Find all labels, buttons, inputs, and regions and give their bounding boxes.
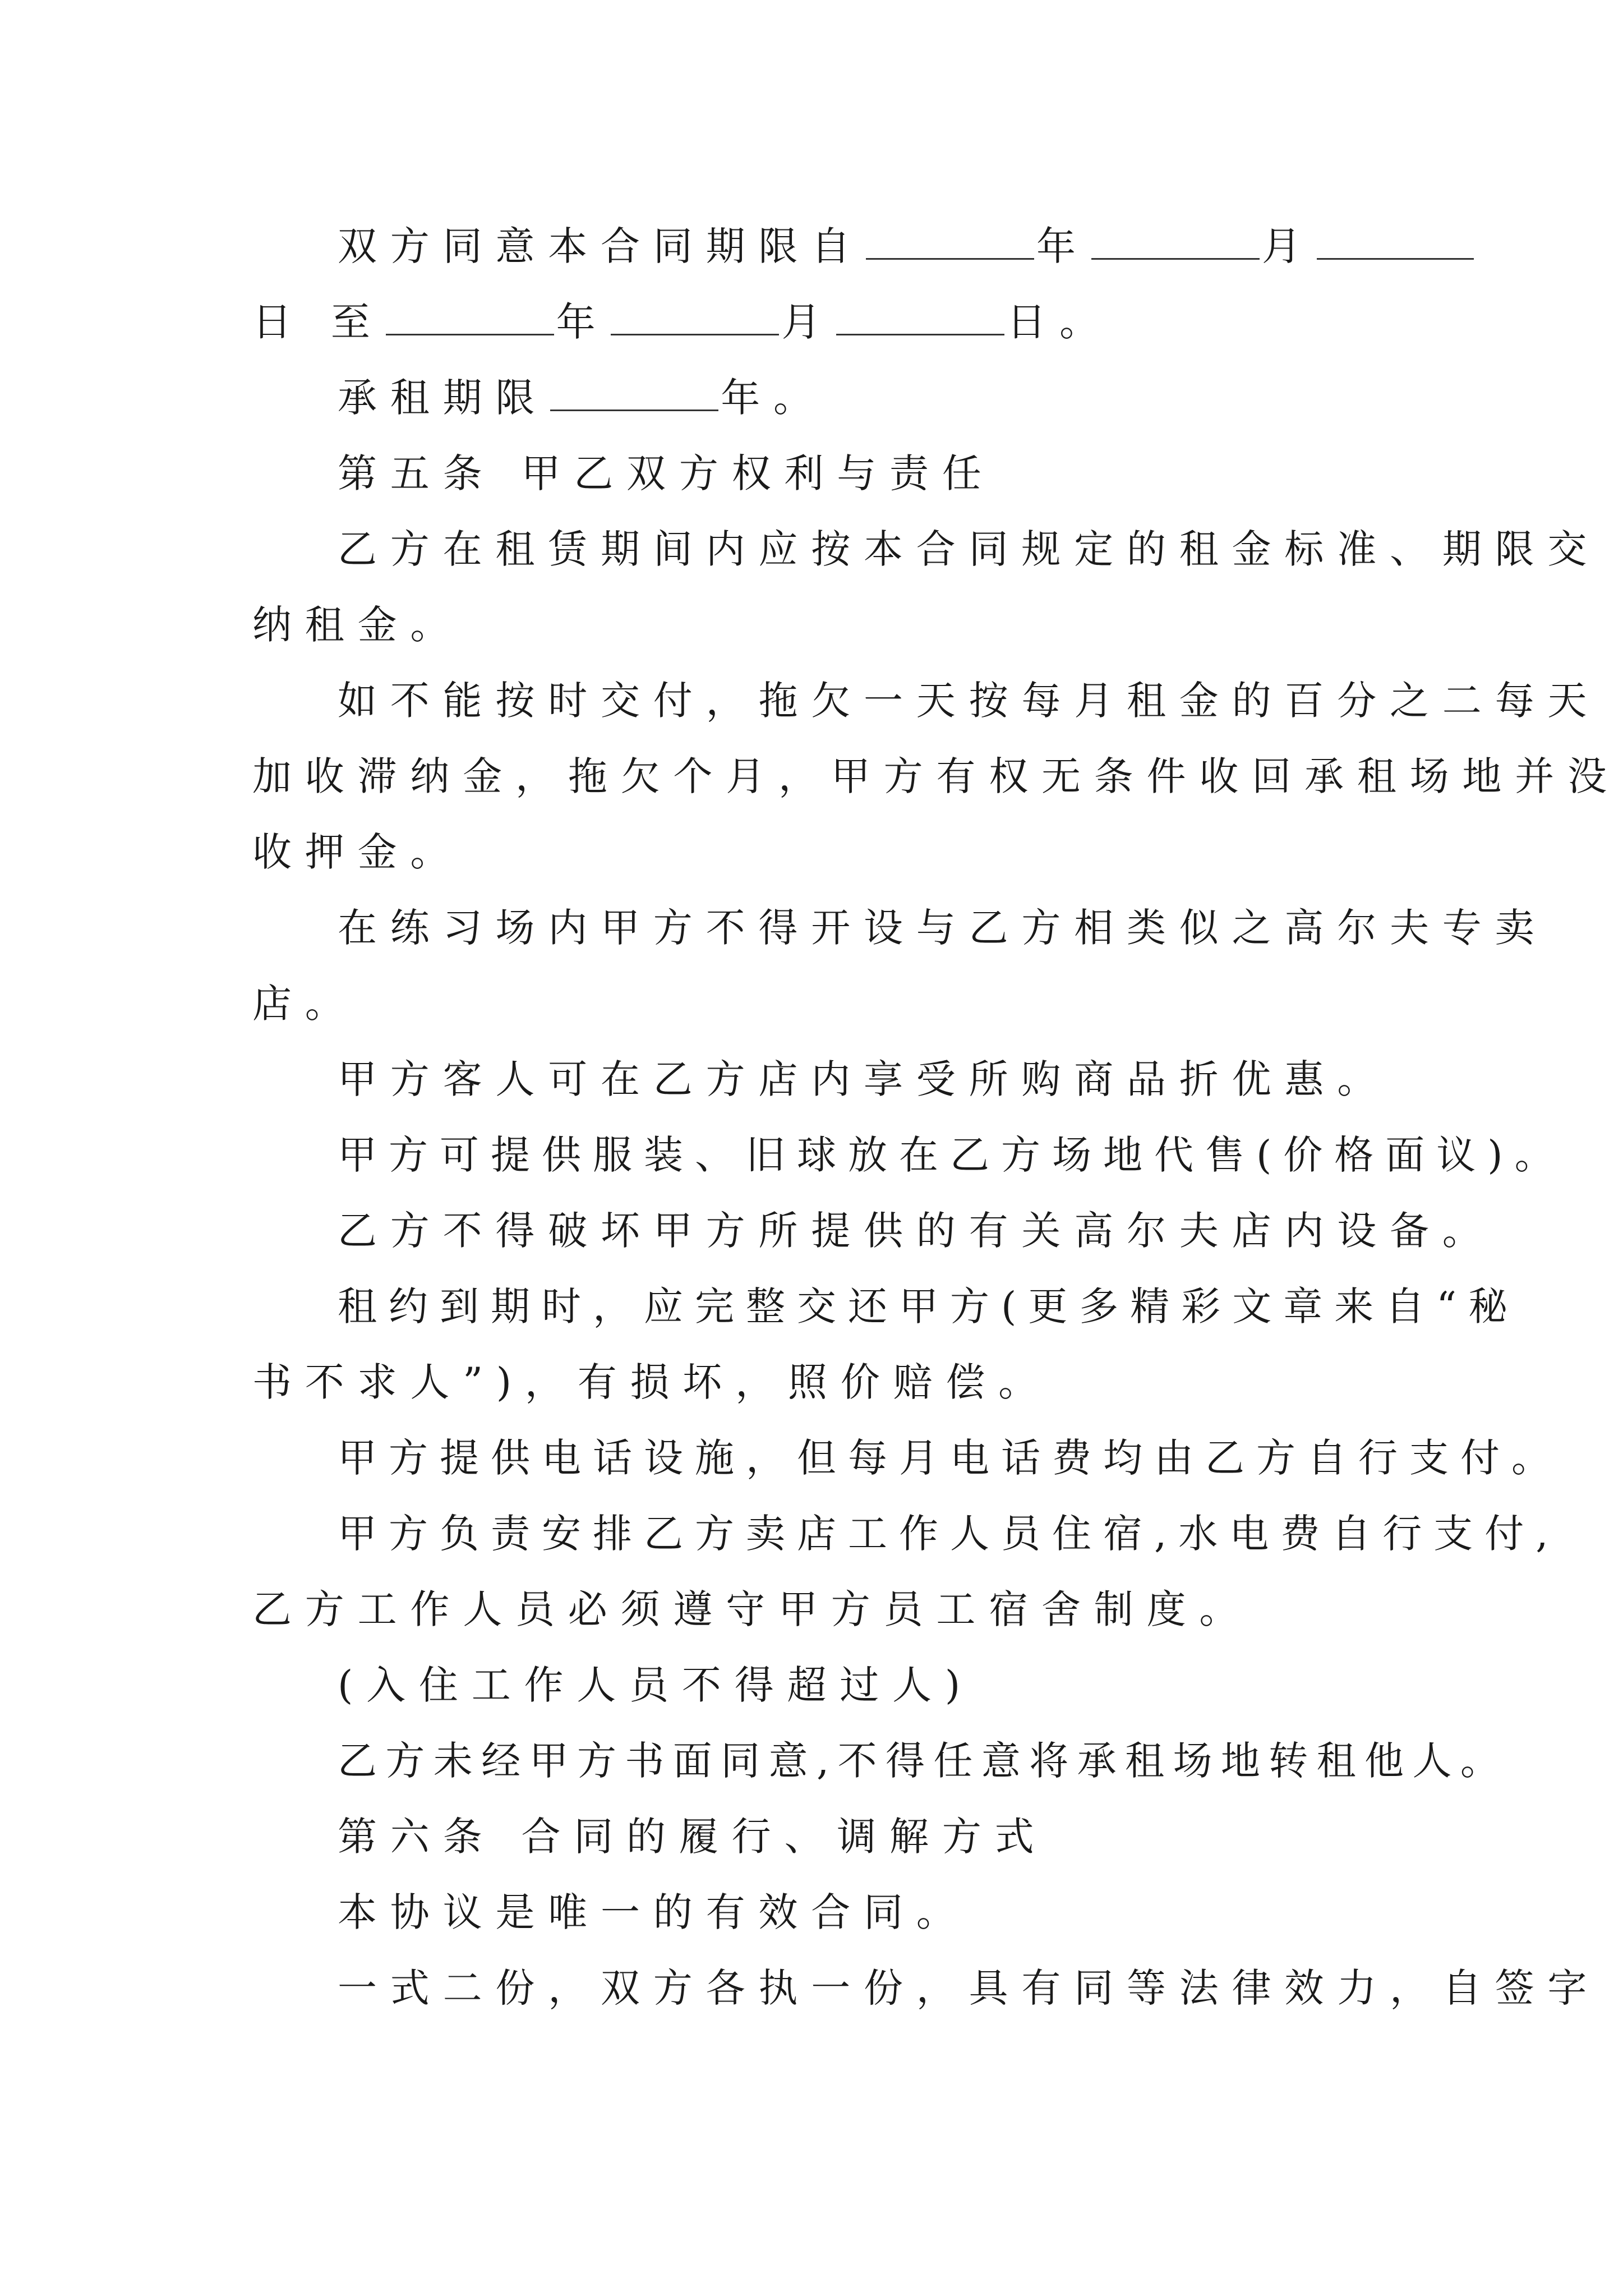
- term-prefix: 双方同意本合同期限自: [338, 223, 864, 269]
- paragraph-line: 在练习场内甲方不得开设与乙方相类似之高尔夫专卖: [338, 905, 1548, 951]
- term-end-year-label: 年: [556, 299, 609, 345]
- paragraph-line: 甲方客人可在乙方店内享受所购商品折优惠。: [338, 1056, 1390, 1102]
- term-start-line: [252, 209, 1391, 284]
- blank-field: [866, 224, 1034, 260]
- paragraph-line: 甲方可提供服装、旧球放在乙方场地代售(价格面议)。: [338, 1132, 1566, 1178]
- paragraph-line: (入住工作人员不得超过人): [338, 1662, 974, 1708]
- term-day-label: 日 至: [252, 299, 384, 345]
- lease-period-suffix: 年。: [721, 375, 826, 421]
- term-end-line: [252, 284, 1391, 360]
- paragraph-line: 乙方在租赁期间内应按本合同规定的租金标准、期限交: [338, 526, 1601, 572]
- paragraph-line: 乙方未经甲方书面同意,不得任意将承租场地转租他人。: [338, 1738, 1509, 1784]
- blank-field: [386, 300, 554, 335]
- paragraph-line: 书不求人”)，有损坏，照价赔偿。: [252, 1359, 1051, 1405]
- paragraph-line: 租约到期时，应完整交还甲方(更多精彩文章来自“秘: [338, 1283, 1520, 1329]
- section-heading: 第五条 甲乙双方权利与责任: [338, 450, 995, 496]
- paragraph-line: 如不能按时交付，拖欠一天按每月租金的百分之二每天: [338, 678, 1601, 724]
- blank-field: [550, 376, 718, 411]
- term-end-month-label: 月: [781, 299, 834, 345]
- term-month-label: 月: [1261, 223, 1315, 269]
- paragraph-line: 本协议是唯一的有效合同。: [338, 1889, 969, 1935]
- paragraph-line: 加收滞纳金，拖欠个月，甲方有权无条件收回承租场地并没: [252, 753, 1620, 799]
- blank-field: [611, 300, 779, 335]
- term-year-label: 年: [1036, 223, 1089, 269]
- paragraph-line: 纳租金。: [252, 602, 463, 648]
- blank-field: [1091, 224, 1260, 260]
- paragraph-line: 一式二份，双方各执一份，具有同等法律效力，自签字: [338, 1965, 1601, 2011]
- paragraph-line: 收押金。: [252, 829, 463, 875]
- paragraph-line: 乙方不得破坏甲方所提供的有关高尔夫店内设备。: [338, 1208, 1495, 1254]
- blank-field: [836, 300, 1004, 335]
- lease-period-prefix: 承租期限: [338, 375, 548, 421]
- paragraph-line: 乙方工作人员必须遵守甲方员工宿舍制度。: [252, 1586, 1252, 1632]
- lease-period-line: [252, 360, 1391, 436]
- paragraph-line: 甲方提供电话设施，但每月电话费均由乙方自行支付。: [338, 1435, 1562, 1481]
- document-page: [252, 209, 1620, 2026]
- term-end-day-label: 日。: [1007, 299, 1112, 345]
- blank-field: [1317, 224, 1474, 260]
- paragraph-line: 甲方负责安排乙方卖店工作人员住宿,水电费自行支付,: [338, 1511, 1560, 1557]
- paragraph-line: 店。: [252, 981, 358, 1027]
- section-heading: 第六条 合同的履行、调解方式: [338, 1814, 1048, 1860]
